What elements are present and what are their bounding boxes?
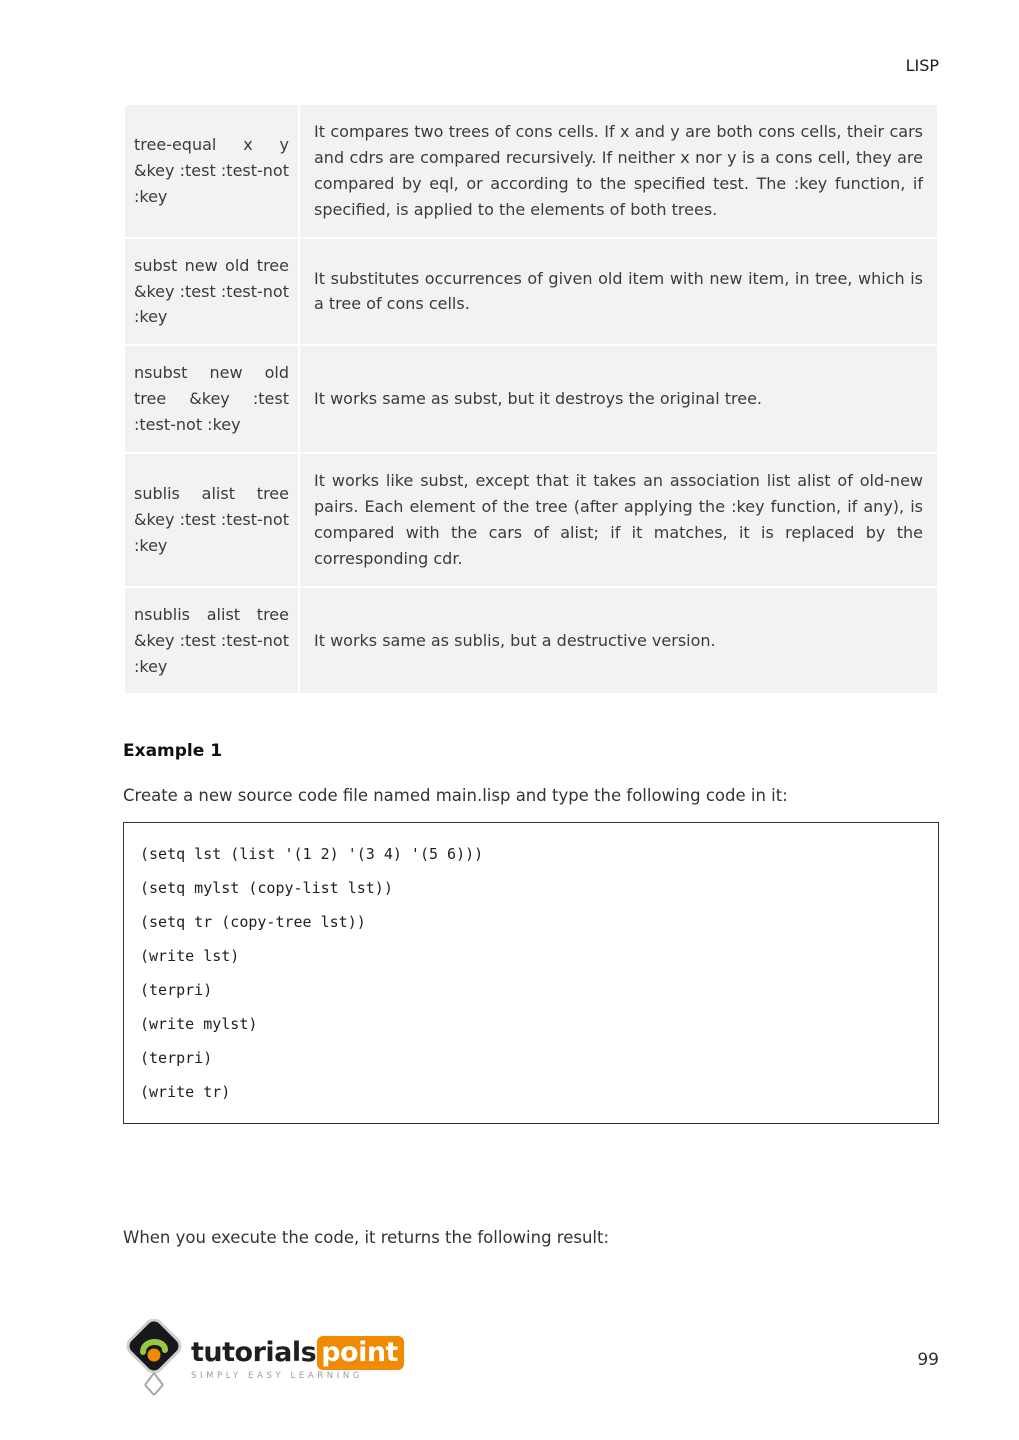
code-line: (write tr) — [140, 1083, 231, 1102]
table-row — [124, 104, 938, 238]
example-heading: Example 1 — [123, 741, 223, 762]
function-signature: nsublis alist tree &key :test :test-not :key — [124, 587, 299, 695]
code-line: (setq tr (copy-tree lst)) — [140, 913, 366, 932]
functions-table-body — [124, 104, 938, 694]
table-row — [124, 453, 938, 587]
function-description: It substitutes occurrences of given old item with new item, in tree, which is a tree of cons cells. — [299, 238, 938, 346]
function-signature: subst new old tree &key :test :test-not :key — [124, 238, 299, 346]
tutorialspoint-logo — [123, 1319, 404, 1401]
code-line: (setq lst (list '(1 2) '(3 4) '(5 6))) — [140, 845, 484, 864]
code-block — [123, 822, 939, 1124]
function-description: It works same as sublis, but a destructive version. — [299, 587, 938, 695]
table-row — [124, 238, 938, 346]
page-footer — [123, 1318, 939, 1402]
function-description: It works like subst, except that it takes an association list alist of old-new pairs. Each element of the tree (after applying the :key function, if any), is compared with the cars of alist; if it matches, it is replaced by the corresponding cdr. — [299, 453, 938, 587]
function-description: It compares two trees of cons cells. If x and y are both cons cells, their cars and cdrs are compared recursively. If neither x nor y is a cons cell, they are compared by eql, or according to the specified test. The :key function, if specified, is applied to the elements of both trees. — [299, 104, 938, 238]
code-line: (terpri) — [140, 1049, 213, 1068]
function-signature: tree-equal x y &key :test :test-not :key — [124, 104, 299, 238]
function-signature: sublis alist tree &key :test :test-not :key — [124, 453, 299, 587]
page-header — [123, 56, 939, 76]
logo-tagline: SIMPLY EASY LEARNING — [191, 1370, 363, 1381]
code-line: (terpri) — [140, 981, 213, 1000]
table-row — [124, 345, 938, 453]
logo-text-column — [191, 1339, 404, 1380]
example-intro-text: Create a new source code file named main.lisp and type the following code in it: — [123, 786, 788, 806]
logo-text-accent: point — [317, 1336, 404, 1370]
function-description: It works same as subst, but it destroys the original tree. — [299, 345, 938, 453]
code-line: (setq mylst (copy-list lst)) — [140, 879, 393, 898]
functions-table — [123, 103, 939, 695]
logo-wordmark — [191, 1339, 404, 1367]
code-line: (write lst) — [140, 947, 240, 966]
kite-logo-icon — [123, 1319, 185, 1401]
table-row — [124, 587, 938, 695]
header-title: LISP — [905, 56, 939, 75]
logo-text-primary: tutorials — [191, 1337, 317, 1369]
function-signature: nsubst new old tree &key :test :test-not :key — [124, 345, 299, 453]
code-line: (write mylst) — [140, 1015, 258, 1034]
result-intro-text: When you execute the code, it returns the following result: — [123, 1228, 610, 1248]
page-number: 99 — [917, 1350, 939, 1370]
